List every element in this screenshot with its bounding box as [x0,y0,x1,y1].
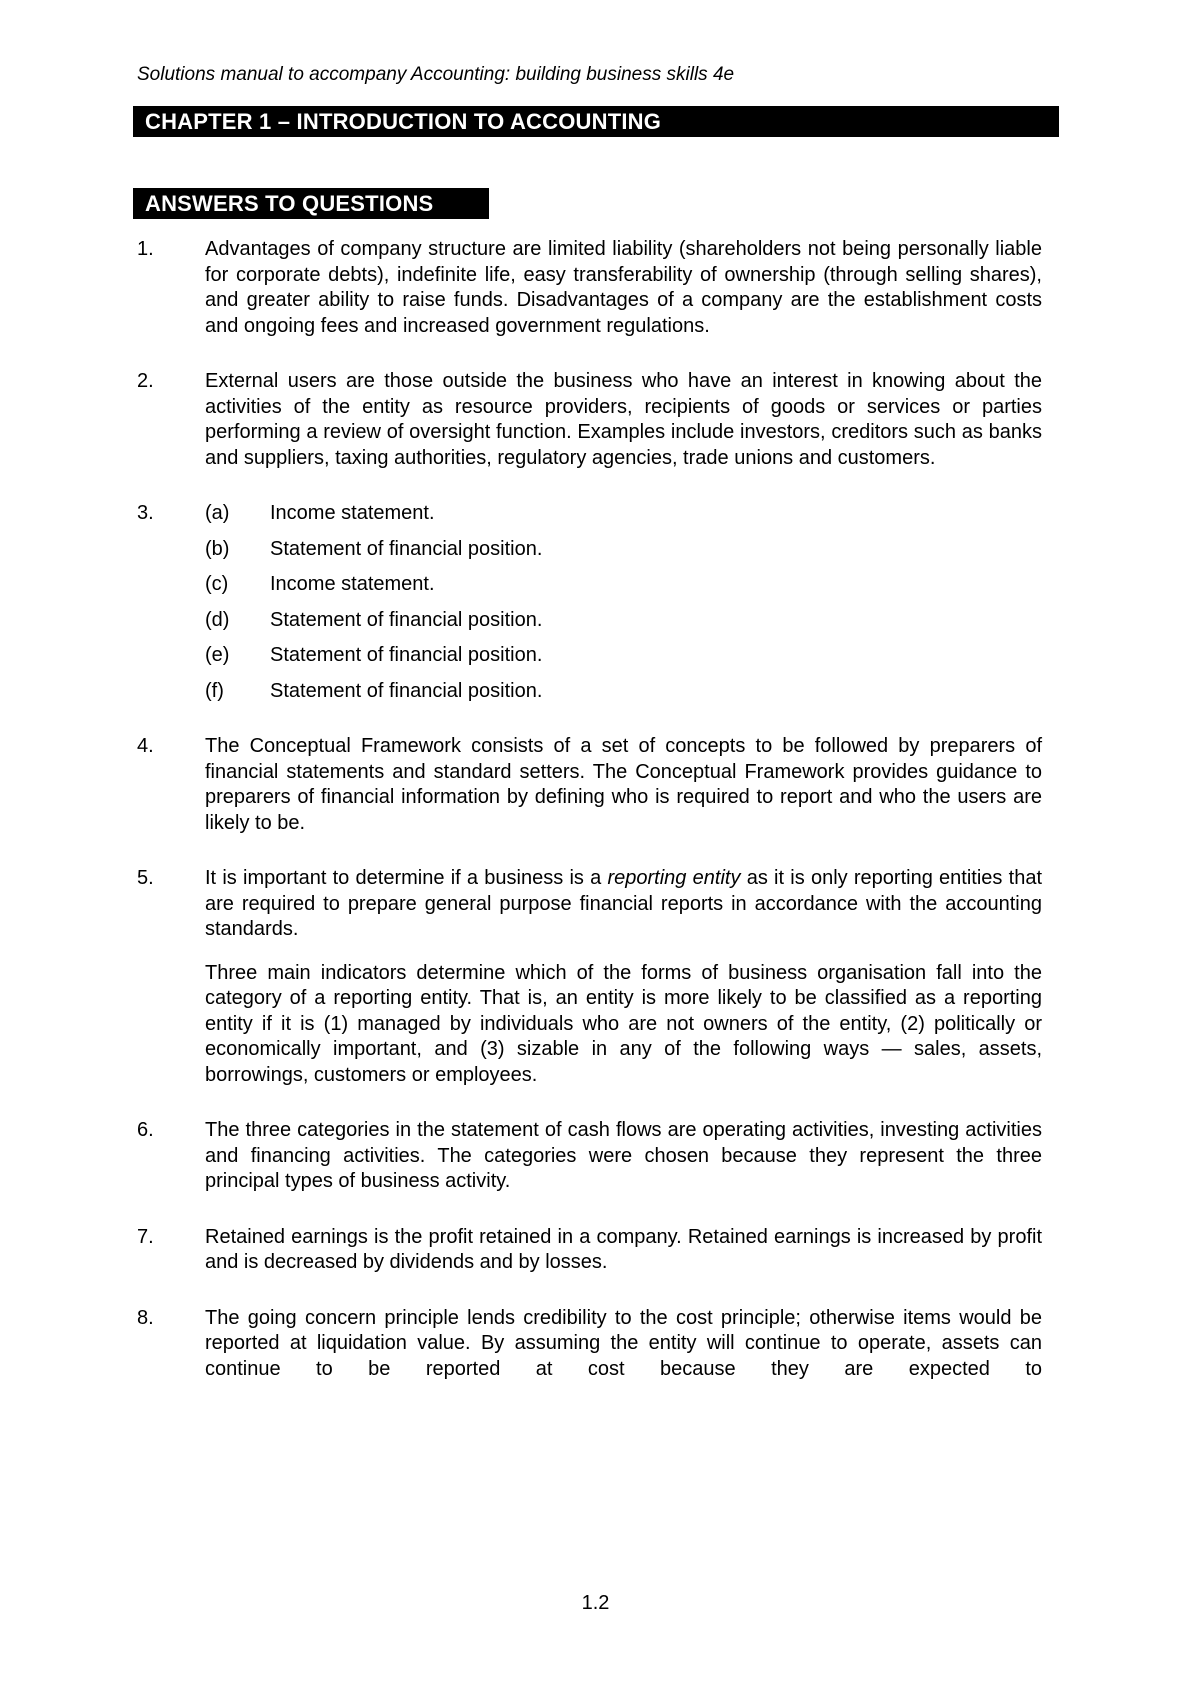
answer-item-3 [137,501,1042,704]
answer-body [205,369,1042,471]
section-title-bar [133,188,489,219]
italic-term: reporting entity [607,867,741,889]
chapter-title: CHAPTER 1 – INTRODUCTION TO ACCOUNTING [145,108,662,134]
sub-answer-text: Statement of financial position. [270,644,543,666]
sub-answer-f [205,679,1042,705]
sub-answer-label: (b) [205,537,230,560]
answer-text-paragraph-1 [205,866,1042,943]
sub-answer-e [205,643,1042,669]
running-header: Solutions manual to accompany Accounting: building business skills 4e [137,64,735,85]
answer-item-4 [137,734,1042,836]
answer-item-7 [137,1225,1042,1276]
answer-text-segment: as it is only reporting entities that are required to prepare general purpose financial reports in accordance with the accounting standards. [205,867,1043,940]
answer-text-paragraph-2: Three main indicators determine which of the forms of business organisation fall into the category of a reporting entity. That is, an entity is more likely to be classified as a reporting entity if it is (1) managed by individuals who are not owners of the entity, (2) politically or economically important, and (3) sizable in any of the following ways — sales, assets, borrowings, customers or employees. [205,961,1042,1086]
answer-number: 8. [137,1306,154,1329]
answer-number: 1. [137,238,154,260]
sub-answer-label: (f) [205,679,224,702]
answer-text: Retained earnings is the profit retained in a company. Retained earnings is increased by profit and is decreased by dividends and by losses. [205,1225,1042,1273]
sub-answer-label: (a) [205,502,230,524]
answer-body [205,866,1042,1088]
answer-number: 2. [137,370,154,392]
answer-text: The Conceptual Framework consists of a set of concepts to be followed by preparers of financial statements and standard setters. The Conceptual Framework provides guidance to preparers of financial information by defining who is required to report and who the users are likely to be. [205,735,1042,834]
page-number: 1.2 [581,1592,610,1614]
sub-answer-label: (c) [205,573,229,595]
chapter-title-bar [133,106,1059,137]
sub-answer-label: (d) [205,608,230,631]
answer-item-5 [137,866,1042,1088]
sub-answer-text: Statement of financial position. [270,608,543,631]
answer-item-6 [137,1118,1042,1195]
sub-answer-b [205,537,1042,563]
answer-number: 6. [137,1119,154,1141]
answer-text: Advantages of company structure are limited liability (shareholders not being personally liable for corporate debts), indefinite life, easy transferability of ownership (through selling shares), and greater ability to raise funds. Disadvantages of a company are the establishment costs and ongoing fees and increased government regulations. [205,238,1042,337]
answer-body [205,501,1042,704]
answer-body [205,1306,1042,1383]
sub-answer-d [205,608,1042,634]
answer-number: 5. [137,867,154,889]
answer-number: 7. [137,1225,154,1248]
answer-item-8 [137,1306,1042,1383]
answer-item-2 [137,369,1042,471]
section-title: ANSWERS TO QUESTIONS [145,190,434,216]
answer-number: 4. [137,735,154,757]
sub-answer-text: Income statement. [270,502,435,524]
answer-text: External users are those outside the business who have an interest in knowing about the activities of the entity as resource providers, recipients of goods or services or parties performing a review of oversight function. Examples include investors, creditors such as banks and suppliers, taxing authorities, regulatory agencies, trade unions and customers. [205,370,1042,469]
answer-text: The three categories in the statement of cash flows are operating activities, investing activities and financing activities. The categories were chosen because they represent the three principal types of business activity. [205,1119,1042,1192]
sub-answer-a [205,501,1042,527]
answer-body [205,237,1042,339]
answer-item-1 [137,237,1042,339]
answer-body [205,734,1042,836]
sub-answer-text: Statement of financial position. [270,679,543,702]
sub-answer-text: Income statement. [270,573,435,595]
sub-answer-c [205,572,1042,598]
answer-body [205,1225,1042,1276]
sub-answer-label: (e) [205,644,230,666]
sub-answer-text: Statement of financial position. [270,537,543,560]
answers-list [137,237,1042,1412]
answer-text-segment: It is important to determine if a business is a [205,867,608,889]
answer-body [205,1118,1042,1195]
answer-number: 3. [137,502,154,524]
answer-text: The going concern principle lends credibility to the cost principle; otherwise items would be reported at liquidation value. By assuming the entity will continue to operate, assets can continue to be reported at cost because they are expected to [205,1306,1042,1380]
